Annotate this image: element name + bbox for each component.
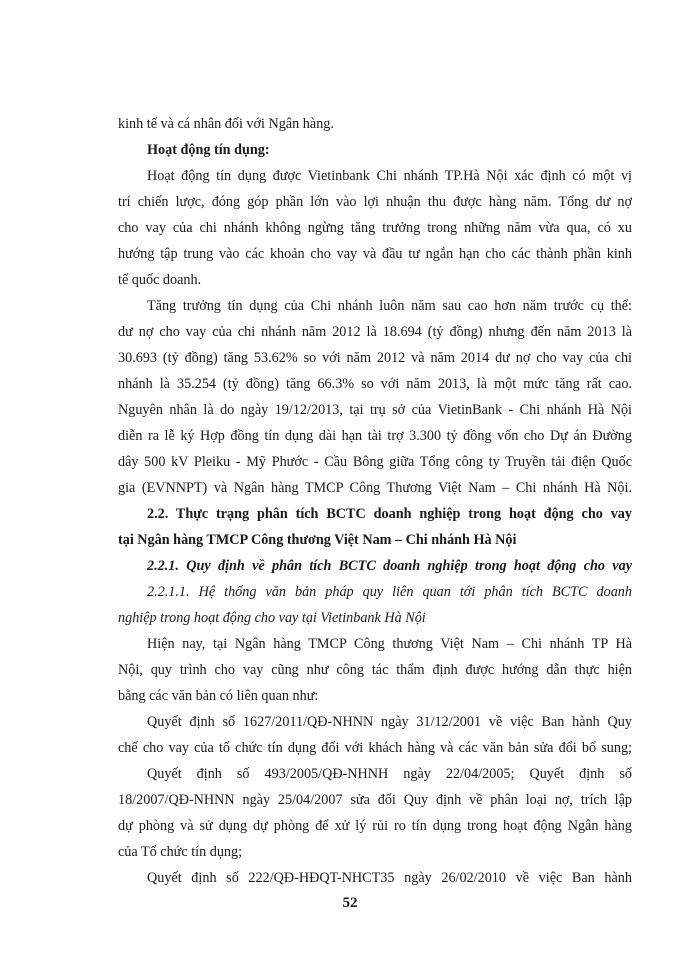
text-line: Nguyên nhân là do ngày 19/12/2013, tại trụ sở của VietinBank - Chi nhánh Hà Nội xyxy=(118,402,632,418)
section-heading-2-2-cont: tại Ngân hàng TMCP Công thương Việt Nam – Chi nhánh Hà Nội xyxy=(118,532,517,548)
text-line: Nội, quy trình cho vay cũng như công tác thẩm định được hướng dẫn thực hiện xyxy=(118,662,632,678)
text-line: gia (EVNNPT) và Ngân hàng TMCP Công Thương Việt Nam – Chi nhánh Hà Nội. xyxy=(118,480,632,496)
text-line: Hoạt động tín dụng được Vietinbank Chi nhánh TP.Hà Nội xác định có một vị xyxy=(147,168,632,184)
text-line: dư nợ cho vay của chi nhánh năm 2012 là 18.694 (tỷ đồng) nhưng đến năm 2013 là xyxy=(118,324,632,340)
text-line: kinh tế và cá nhân đối với Ngân hàng. xyxy=(118,116,334,132)
page-number: 52 xyxy=(342,895,358,911)
text-line: diễn ra lễ ký Hợp đồng tín dụng dài hạn tài trợ 3.300 tỷ đồng vốn cho Dự án Đường xyxy=(118,428,632,444)
text-line: Hiện nay, tại Ngân hàng TMCP Công thương Việt Nam – Chi nhánh TP Hà xyxy=(147,636,632,652)
subheading-credit-activity: Hoạt động tín dụng: xyxy=(147,142,270,158)
section-heading-2-2-1-1: 2.2.1.1. Hệ thống văn bản pháp quy liên quan tới phân tích BCTC doanh xyxy=(147,584,632,600)
text-line: của Tổ chức tín dụng; xyxy=(118,844,243,860)
text-line: tế quốc doanh. xyxy=(118,272,202,288)
text-line: bằng các văn bản có liên quan như: xyxy=(118,688,319,704)
text-line: Tăng trưởng tín dụng của Chi nhánh luôn năm sau cao hơn năm trước cụ thể: xyxy=(147,298,632,314)
text-line: hướng tập trung vào các khoản cho vay và đầu tư ngắn hạn cho các thành phần kinh xyxy=(118,246,632,262)
section-heading-2-2: 2.2. Thực trạng phân tích BCTC doanh nghiệp trong hoạt động cho vay xyxy=(147,506,632,522)
text-line: Quyết định số 222/QĐ-HĐQT-NHCT35 ngày 26/02/2010 về việc Ban hành xyxy=(147,870,632,886)
text-line: chế cho vay của tổ chức tín dụng đối với khách hàng và các văn bản sửa đổi bổ sung; xyxy=(118,740,632,756)
text-line: trí chiến lược, đóng góp phần lớn vào lợi nhuận thu được hàng năm. Tổng dư nợ xyxy=(118,194,632,210)
text-line: dự phòng và sử dụng dự phòng để xử lý rủi ro tín dụng trong hoạt động Ngân hàng xyxy=(118,818,632,834)
text-line: 18/2007/QĐ-NHNN ngày 25/04/2007 sửa đổi Quy định về phân loại nợ, trích lập xyxy=(118,792,632,808)
section-heading-2-2-1-1-cont: nghiệp trong hoạt động cho vay tại Vietinbank Hà Nội xyxy=(118,610,426,626)
text-line: nhánh là 35.254 (tỷ đồng) tăng 66.3% so với năm 2013, là một mức tăng rất cao. xyxy=(118,376,632,392)
text-line: cho vay của chi nhánh không ngừng tăng trưởng trong những năm vừa qua, có xu xyxy=(118,220,632,236)
text-line: dây 500 kV Pleiku - Mỹ Phước - Cầu Bông giữa Tổng công ty Truyền tải điện Quốc xyxy=(118,454,632,470)
text-line: Quyết định số 493/2005/QĐ-NHNH ngày 22/04/2005; Quyết định số xyxy=(147,766,632,782)
text-line: 30.693 (tỷ đồng) tăng 53.62% so với năm 2012 và năm 2014 dư nợ cho vay của chi xyxy=(118,350,632,366)
section-heading-2-2-1: 2.2.1. Quy định về phân tích BCTC doanh nghiệp trong hoạt động cho vay xyxy=(147,558,632,574)
text-line: Quyết định số 1627/2011/QĐ-NHNN ngày 31/12/2001 về việc Ban hành Quy xyxy=(147,714,632,730)
